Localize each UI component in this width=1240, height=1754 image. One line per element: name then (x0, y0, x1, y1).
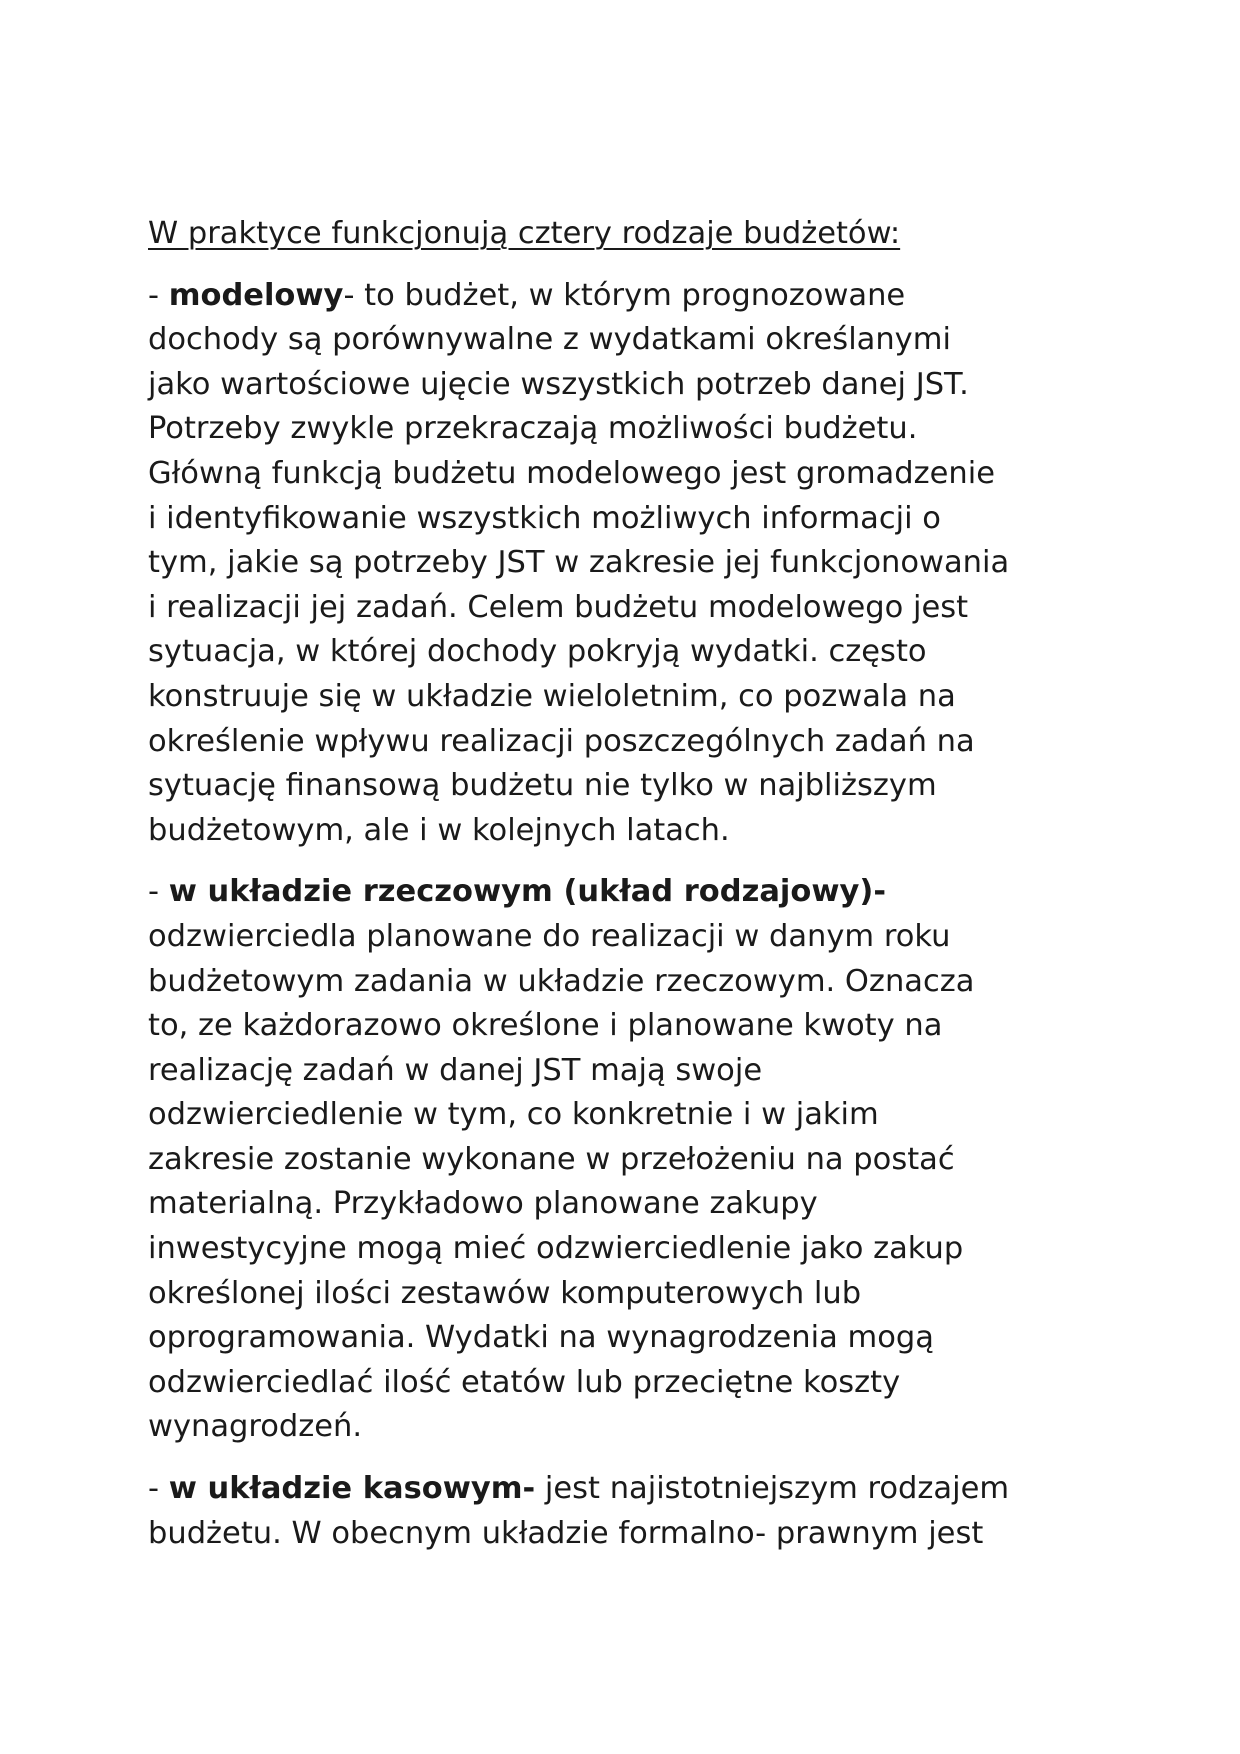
section-line: i realizacji jej zadań. Celem budżetu modelowego jest (148, 589, 969, 625)
section-line: dochody są porównywalne z wydatkami określanymi (148, 322, 951, 358)
section-line: wynagrodzeń. (148, 1409, 363, 1445)
section-line: Potrzeby zwykle przekraczają możliwości budżetu. (148, 411, 918, 447)
section-line: realizację zadań w danej JST mają swoje (148, 1052, 763, 1088)
section-line: jako wartościowe ujęcie wszystkich potrzeb danej JST. (148, 366, 969, 402)
section-line: zakresie zostanie wykonane w przełożeniu na postać (148, 1141, 955, 1177)
section-line: konstruuje się w układzie wieloletnim, co pozwala na (148, 678, 956, 714)
section-dash: - (148, 1471, 169, 1507)
section-line: tym, jakie są potrzeby JST w zakresie jej funkcjonowania (148, 545, 1010, 581)
section-line: materialną. Przykładowo planowane zakupy (148, 1186, 818, 1222)
section-line: to, ze każdorazowo określone i planowane kwoty na (148, 1008, 943, 1044)
section-line: określonej ilości zestawów komputerowych lub (148, 1275, 862, 1311)
section-kasowy (148, 1467, 1098, 1556)
section-modelowy (148, 274, 1098, 854)
section-line: sytuacja, w której dochody pokryją wydatki. często (148, 634, 927, 670)
section-first-line (148, 1467, 1098, 1512)
section-first-line (148, 274, 1098, 319)
section-line: odzwierciedlenie w tym, co konkretnie i w jakim (148, 1097, 879, 1133)
section-dash: - (148, 277, 169, 313)
section-line: odzwierciedlać ilość etatów lub przeciętne koszty (148, 1364, 901, 1400)
section-term: modelowy (168, 277, 344, 313)
section-line: określenie wpływu realizacji poszczególnych zadań na (148, 723, 975, 759)
section-line: jest najistotniejszym rodzajem (535, 1471, 1010, 1507)
section-line: sytuację finansową budżetu nie tylko w najbliższym (148, 768, 937, 804)
section-dash: - (148, 874, 169, 910)
section-line: budżetowym, ale i w kolejnych latach. (148, 812, 730, 848)
section-line: inwestycyjne mogą mieć odzwierciedlenie jako zakup (148, 1231, 964, 1267)
section-line: oprogramowania. Wydatki na wynagrodzenia mogą (148, 1320, 934, 1356)
document-heading: W praktyce funkcjonują cztery rodzaje budżetów: (148, 216, 901, 251)
section-line: odzwierciedla planowane do realizacji w danym roku (148, 918, 951, 954)
document-body (148, 212, 1098, 1573)
section-line: budżetu. W obecnym układzie formalno- prawnym jest (148, 1515, 984, 1551)
section-line: Główną funkcją budżetu modelowego jest gromadzenie (148, 455, 995, 491)
section-term: w układzie kasowym- (168, 1471, 536, 1507)
section-line: - to budżet, w którym prognozowane (343, 277, 906, 313)
section-rzeczowy (148, 870, 1098, 1450)
section-line: i identyfikowanie wszystkich możliwych informacji o (148, 500, 941, 536)
section-term: w układzie rzeczowym (układ rodzajowy)- (168, 874, 886, 910)
section-line: budżetowym zadania w układzie rzeczowym. Oznacza (148, 963, 975, 999)
section-first-line (148, 870, 1098, 915)
